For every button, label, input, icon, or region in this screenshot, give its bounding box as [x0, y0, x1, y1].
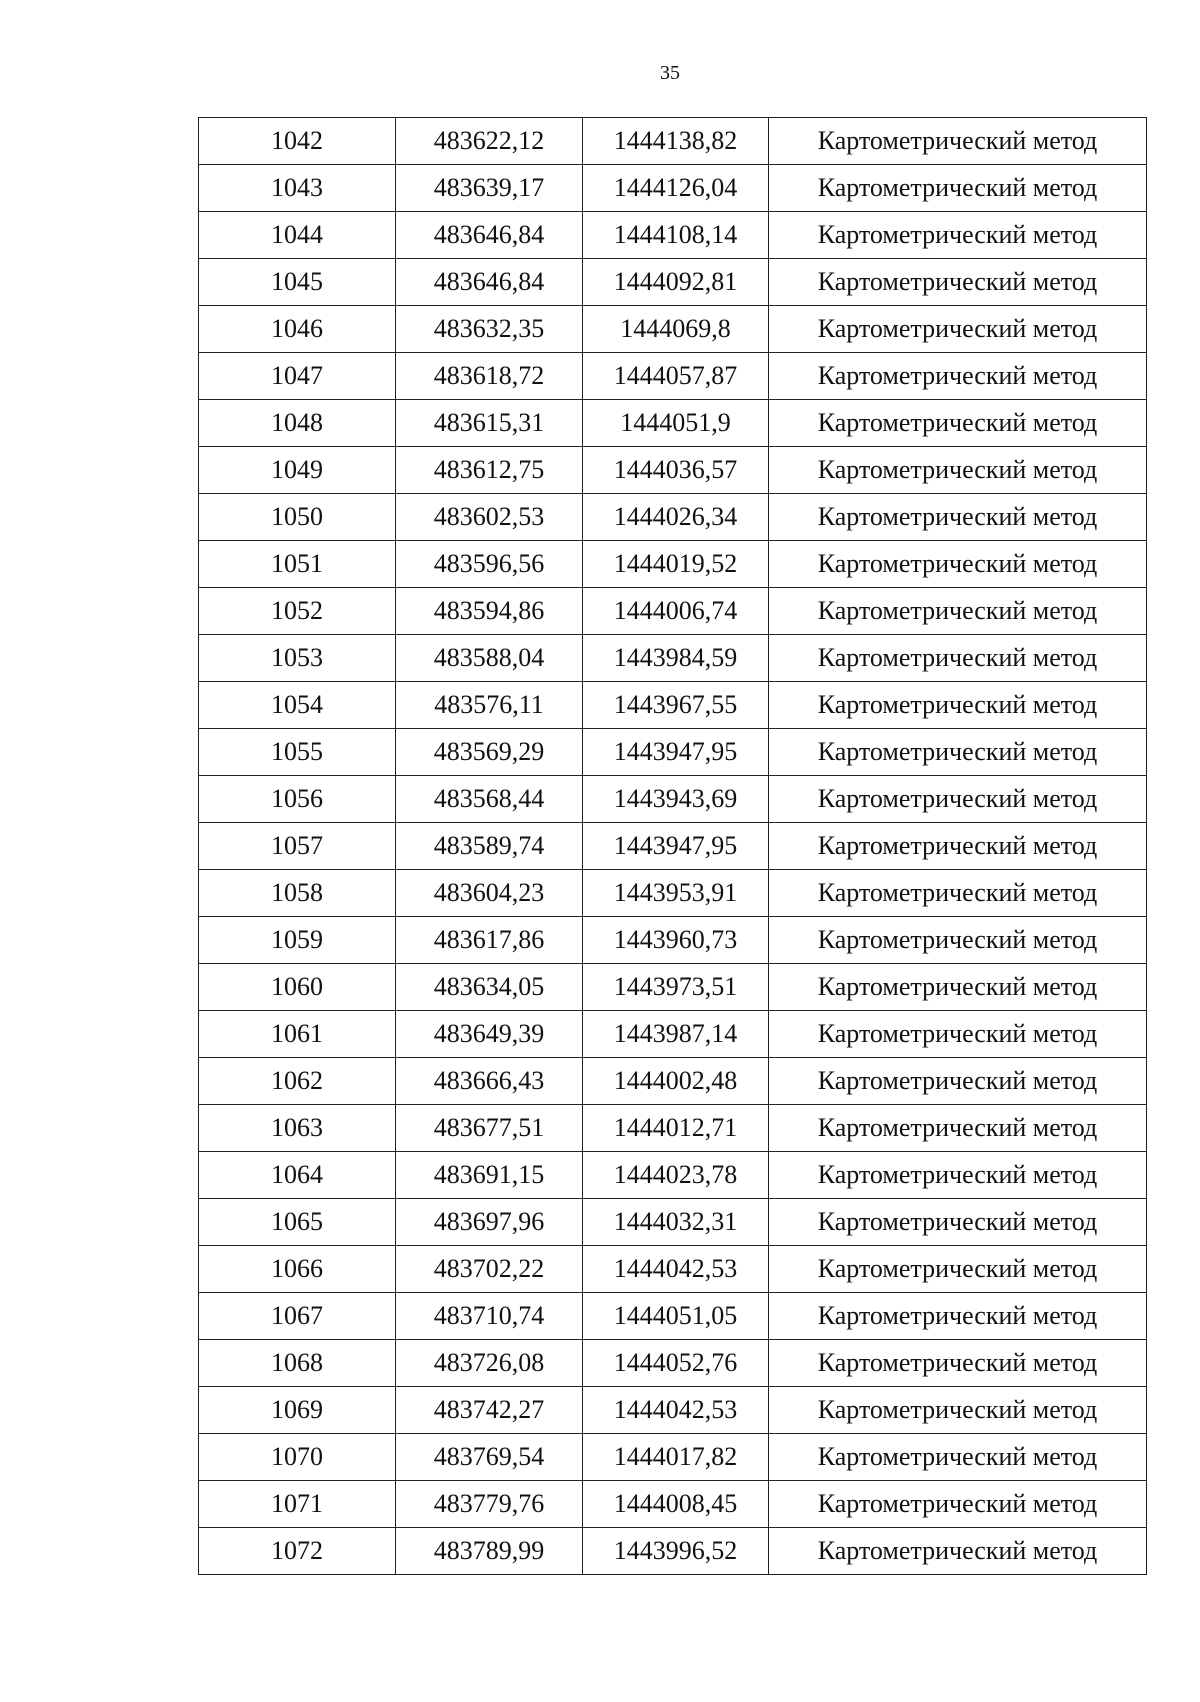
point-number-cell: 1045 — [199, 259, 396, 306]
point-number-cell: 1056 — [199, 776, 396, 823]
y-coordinate-cell: 1444138,82 — [583, 118, 769, 165]
x-coordinate-cell: 483710,74 — [396, 1293, 583, 1340]
y-coordinate-cell: 1444023,78 — [583, 1152, 769, 1199]
point-number-cell: 1054 — [199, 682, 396, 729]
table-row — [199, 118, 1147, 165]
method-cell: Картометрический метод — [769, 964, 1147, 1011]
table-row — [199, 1246, 1147, 1293]
x-coordinate-cell: 483697,96 — [396, 1199, 583, 1246]
x-coordinate-cell: 483588,04 — [396, 635, 583, 682]
y-coordinate-cell: 1443947,95 — [583, 729, 769, 776]
method-cell: Картометрический метод — [769, 212, 1147, 259]
table-row — [199, 541, 1147, 588]
x-coordinate-cell: 483677,51 — [396, 1105, 583, 1152]
x-coordinate-cell: 483617,86 — [396, 917, 583, 964]
point-number-cell: 1069 — [199, 1387, 396, 1434]
table-row — [199, 729, 1147, 776]
point-number-cell: 1057 — [199, 823, 396, 870]
table-row — [199, 682, 1147, 729]
y-coordinate-cell: 1444051,05 — [583, 1293, 769, 1340]
x-coordinate-cell: 483742,27 — [396, 1387, 583, 1434]
y-coordinate-cell: 1444006,74 — [583, 588, 769, 635]
point-number-cell: 1058 — [199, 870, 396, 917]
y-coordinate-cell: 1443953,91 — [583, 870, 769, 917]
table-row — [199, 823, 1147, 870]
y-coordinate-cell: 1444069,8 — [583, 306, 769, 353]
point-number-cell: 1071 — [199, 1481, 396, 1528]
coordinates-table — [198, 117, 1147, 1575]
point-number-cell: 1042 — [199, 118, 396, 165]
point-number-cell: 1061 — [199, 1011, 396, 1058]
method-cell: Картометрический метод — [769, 1058, 1147, 1105]
point-number-cell: 1070 — [199, 1434, 396, 1481]
y-coordinate-cell: 1444126,04 — [583, 165, 769, 212]
method-cell: Картометрический метод — [769, 259, 1147, 306]
x-coordinate-cell: 483618,72 — [396, 353, 583, 400]
table-body — [199, 118, 1147, 1575]
method-cell: Картометрический метод — [769, 588, 1147, 635]
table-row — [199, 1152, 1147, 1199]
method-cell: Картометрический метод — [769, 729, 1147, 776]
table-row — [199, 1340, 1147, 1387]
table-row — [199, 1105, 1147, 1152]
x-coordinate-cell: 483646,84 — [396, 212, 583, 259]
y-coordinate-cell: 1444012,71 — [583, 1105, 769, 1152]
method-cell: Картометрический метод — [769, 1293, 1147, 1340]
method-cell: Картометрический метод — [769, 165, 1147, 212]
method-cell: Картометрический метод — [769, 494, 1147, 541]
method-cell: Картометрический метод — [769, 635, 1147, 682]
method-cell: Картометрический метод — [769, 1011, 1147, 1058]
method-cell: Картометрический метод — [769, 776, 1147, 823]
method-cell: Картометрический метод — [769, 400, 1147, 447]
y-coordinate-cell: 1443984,59 — [583, 635, 769, 682]
page-number: 35 — [660, 62, 680, 84]
table-row — [199, 1058, 1147, 1105]
method-cell: Картометрический метод — [769, 682, 1147, 729]
x-coordinate-cell: 483769,54 — [396, 1434, 583, 1481]
y-coordinate-cell: 1444051,9 — [583, 400, 769, 447]
y-coordinate-cell: 1444092,81 — [583, 259, 769, 306]
table-row — [199, 353, 1147, 400]
point-number-cell: 1066 — [199, 1246, 396, 1293]
point-number-cell: 1046 — [199, 306, 396, 353]
point-number-cell: 1068 — [199, 1340, 396, 1387]
method-cell: Картометрический метод — [769, 1199, 1147, 1246]
point-number-cell: 1049 — [199, 447, 396, 494]
point-number-cell: 1055 — [199, 729, 396, 776]
table-row — [199, 259, 1147, 306]
x-coordinate-cell: 483702,22 — [396, 1246, 583, 1293]
y-coordinate-cell: 1444032,31 — [583, 1199, 769, 1246]
x-coordinate-cell: 483604,23 — [396, 870, 583, 917]
y-coordinate-cell: 1444042,53 — [583, 1246, 769, 1293]
y-coordinate-cell: 1443973,51 — [583, 964, 769, 1011]
table-row — [199, 494, 1147, 541]
x-coordinate-cell: 483589,74 — [396, 823, 583, 870]
x-coordinate-cell: 483634,05 — [396, 964, 583, 1011]
table-row — [199, 1293, 1147, 1340]
method-cell: Картометрический метод — [769, 353, 1147, 400]
table-row — [199, 165, 1147, 212]
y-coordinate-cell: 1444008,45 — [583, 1481, 769, 1528]
method-cell: Картометрический метод — [769, 1105, 1147, 1152]
method-cell: Картометрический метод — [769, 917, 1147, 964]
method-cell: Картометрический метод — [769, 541, 1147, 588]
method-cell: Картометрический метод — [769, 1528, 1147, 1575]
point-number-cell: 1065 — [199, 1199, 396, 1246]
x-coordinate-cell: 483594,86 — [396, 588, 583, 635]
y-coordinate-cell: 1443947,95 — [583, 823, 769, 870]
method-cell: Картометрический метод — [769, 1434, 1147, 1481]
table-row — [199, 870, 1147, 917]
table-row — [199, 400, 1147, 447]
point-number-cell: 1067 — [199, 1293, 396, 1340]
y-coordinate-cell: 1444042,53 — [583, 1387, 769, 1434]
y-coordinate-cell: 1443960,73 — [583, 917, 769, 964]
x-coordinate-cell: 483602,53 — [396, 494, 583, 541]
y-coordinate-cell: 1444026,34 — [583, 494, 769, 541]
method-cell: Картометрический метод — [769, 1387, 1147, 1434]
method-cell: Картометрический метод — [769, 870, 1147, 917]
table-row — [199, 588, 1147, 635]
point-number-cell: 1048 — [199, 400, 396, 447]
x-coordinate-cell: 483569,29 — [396, 729, 583, 776]
y-coordinate-cell: 1443987,14 — [583, 1011, 769, 1058]
method-cell: Картометрический метод — [769, 1340, 1147, 1387]
point-number-cell: 1047 — [199, 353, 396, 400]
point-number-cell: 1043 — [199, 165, 396, 212]
method-cell: Картометрический метод — [769, 306, 1147, 353]
table-row — [199, 1011, 1147, 1058]
table-row — [199, 1481, 1147, 1528]
x-coordinate-cell: 483568,44 — [396, 776, 583, 823]
point-number-cell: 1064 — [199, 1152, 396, 1199]
point-number-cell: 1053 — [199, 635, 396, 682]
table-row — [199, 447, 1147, 494]
method-cell: Картометрический метод — [769, 447, 1147, 494]
y-coordinate-cell: 1444057,87 — [583, 353, 769, 400]
y-coordinate-cell: 1443943,69 — [583, 776, 769, 823]
point-number-cell: 1051 — [199, 541, 396, 588]
table-row — [199, 306, 1147, 353]
y-coordinate-cell: 1444002,48 — [583, 1058, 769, 1105]
point-number-cell: 1062 — [199, 1058, 396, 1105]
method-cell: Картометрический метод — [769, 823, 1147, 870]
point-number-cell: 1044 — [199, 212, 396, 259]
x-coordinate-cell: 483726,08 — [396, 1340, 583, 1387]
point-number-cell: 1060 — [199, 964, 396, 1011]
x-coordinate-cell: 483789,99 — [396, 1528, 583, 1575]
x-coordinate-cell: 483576,11 — [396, 682, 583, 729]
table-row — [199, 1199, 1147, 1246]
method-cell: Картометрический метод — [769, 1481, 1147, 1528]
table-row — [199, 1528, 1147, 1575]
x-coordinate-cell: 483779,76 — [396, 1481, 583, 1528]
y-coordinate-cell: 1443996,52 — [583, 1528, 769, 1575]
point-number-cell: 1059 — [199, 917, 396, 964]
table-row — [199, 964, 1147, 1011]
x-coordinate-cell: 483615,31 — [396, 400, 583, 447]
table-row — [199, 917, 1147, 964]
x-coordinate-cell: 483639,17 — [396, 165, 583, 212]
point-number-cell: 1063 — [199, 1105, 396, 1152]
y-coordinate-cell: 1443967,55 — [583, 682, 769, 729]
point-number-cell: 1050 — [199, 494, 396, 541]
table-row — [199, 776, 1147, 823]
method-cell: Картометрический метод — [769, 118, 1147, 165]
point-number-cell: 1052 — [199, 588, 396, 635]
point-number-cell: 1072 — [199, 1528, 396, 1575]
y-coordinate-cell: 1444036,57 — [583, 447, 769, 494]
x-coordinate-cell: 483649,39 — [396, 1011, 583, 1058]
x-coordinate-cell: 483646,84 — [396, 259, 583, 306]
x-coordinate-cell: 483666,43 — [396, 1058, 583, 1105]
x-coordinate-cell: 483632,35 — [396, 306, 583, 353]
table-row — [199, 1434, 1147, 1481]
x-coordinate-cell: 483596,56 — [396, 541, 583, 588]
method-cell: Картометрический метод — [769, 1246, 1147, 1293]
y-coordinate-cell: 1444017,82 — [583, 1434, 769, 1481]
x-coordinate-cell: 483691,15 — [396, 1152, 583, 1199]
x-coordinate-cell: 483612,75 — [396, 447, 583, 494]
method-cell: Картометрический метод — [769, 1152, 1147, 1199]
y-coordinate-cell: 1444108,14 — [583, 212, 769, 259]
table-row — [199, 635, 1147, 682]
x-coordinate-cell: 483622,12 — [396, 118, 583, 165]
table-row — [199, 1387, 1147, 1434]
y-coordinate-cell: 1444019,52 — [583, 541, 769, 588]
y-coordinate-cell: 1444052,76 — [583, 1340, 769, 1387]
table-row — [199, 212, 1147, 259]
